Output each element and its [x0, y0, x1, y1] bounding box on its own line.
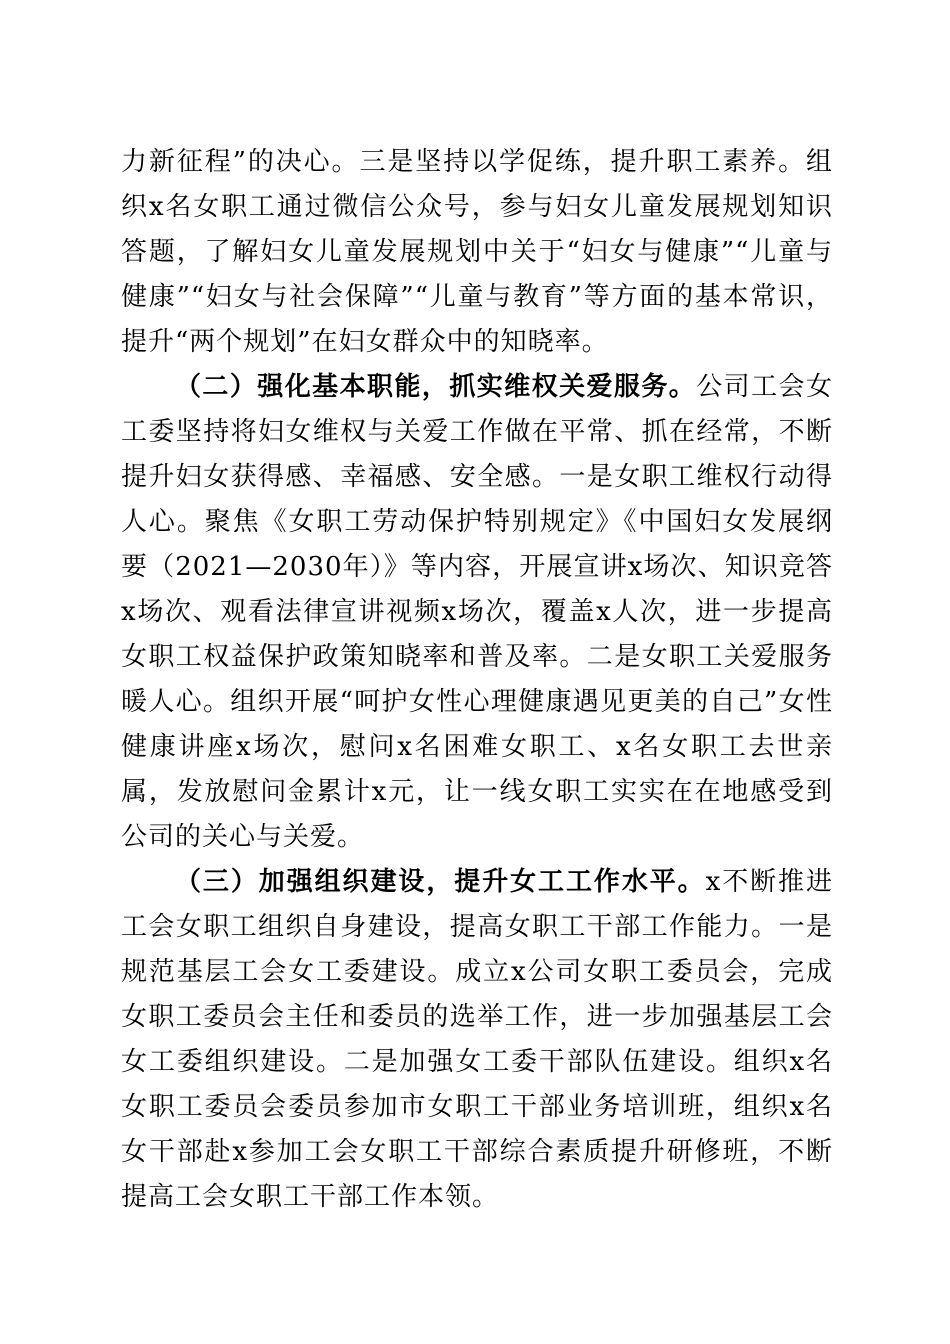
paragraph-section-3: [121, 860, 833, 1220]
paragraph-text: x不断推进工会女职工组织自身建设，提高女职工干部工作能力。一是规范基层工会女工委建设。成立x公司女职工委员会，完成女职工委员会主任和委员的选举工作，进一步加强基层工会女工委组织建设。二是加强女工委干部队伍建设。组织x名女职工委员会委员参加市女职工干部业务培训班，组织x名女干部赴x参加工会女职工干部综合素质提升研修班，不断提高工会女职工干部工作本领。: [121, 867, 833, 1212]
section-heading: （二）强化基本职能，抓实维权关爱服务。: [175, 372, 697, 402]
section-heading: （三）加强组织建设，提升女工工作水平。: [175, 867, 706, 897]
paragraph-text: 公司工会女工委坚持将妇女维权与关爱工作做在平常、抓在经常，不断提升妇女获得感、幸福感、安全感。一是女职工维权行动得人心。聚焦《女职工劳动保护特别规定》《中国妇女发展纲要（2021—2030年）》等内容，开展宣讲x场次、知识竞答x场次、观看法律宣讲视频x场次，覆盖x人次，进一步提高女职工权益保护政策知晓率和普及率。二是女职工关爱服务暖人心。组织开展“呵护女性心理健康遇见更美的自己”女性健康讲座x场次，慰问x名困难女职工、x名女职工去世亲属，发放慰问金累计x元，让一线女职工实实在在地感受到公司的关心与关爱。: [121, 372, 833, 852]
paragraph-continuation: [121, 140, 833, 365]
paragraph-section-2: [121, 365, 833, 860]
document-page: [121, 140, 833, 1220]
paragraph-text: 力新征程”的决心。三是坚持以学促练，提升职工素养。组织x名女职工通过微信公众号，参与妇女儿童发展规划知识答题，了解妇女儿童发展规划中关于“妇女与健康”“儿童与健康”“妇女与社会保障”“儿童与教育”等方面的基本常识，提升“两个规划”在妇女群众中的知晓率。: [121, 147, 833, 357]
